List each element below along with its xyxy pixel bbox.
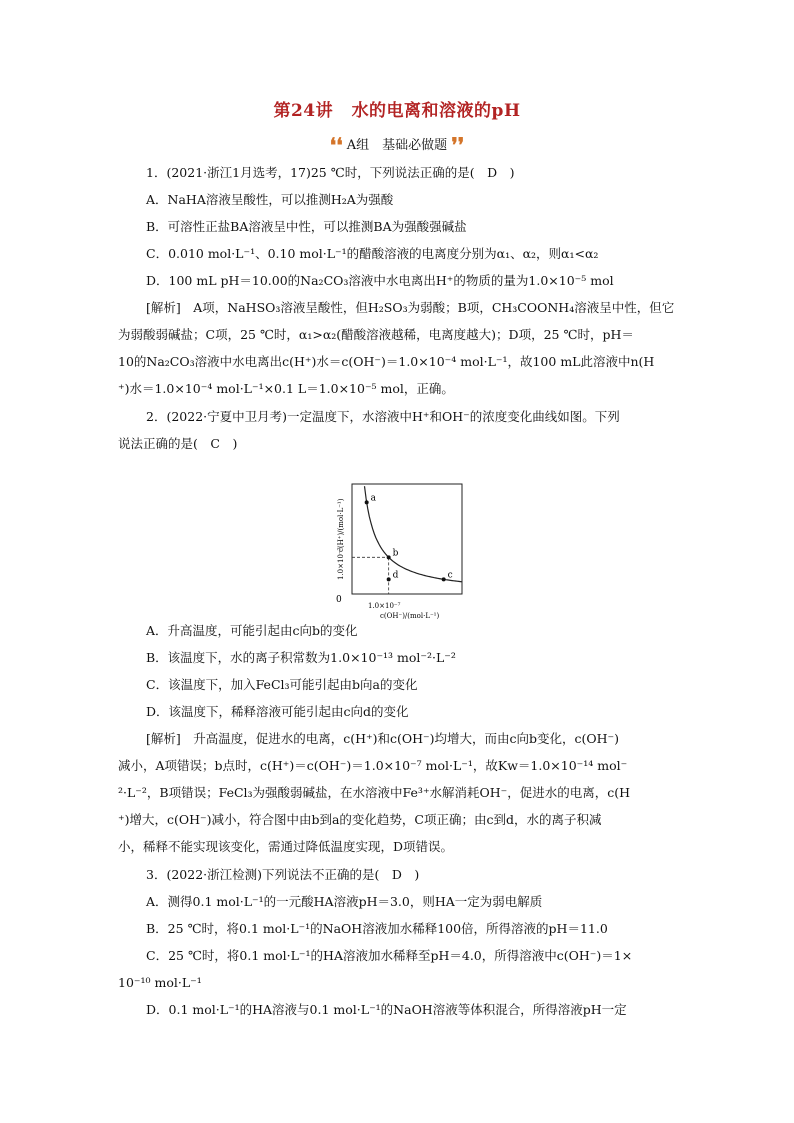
q2-analysis-line: 减小，A项错误；b点时，c(H⁺)＝c(OH⁻)＝1.0×10⁻⁷ mol·L⁻¹，故Kw＝1.0×10⁻¹⁴ mol⁻: [118, 758, 628, 773]
q2-analysis-line: ²·L⁻²，B项错误；FeCl₃为强酸弱碱盐，在水溶液中Fe³⁺水解消耗OH⁻，促进水的电离，c(H: [118, 785, 631, 800]
point-b: [387, 555, 391, 559]
point-label-d: d: [392, 570, 399, 581]
q1-analysis-line: [解析] A项，NaHSO₃溶液呈酸性，但H₂SO₃为弱酸；B项，CH₃COONH₄溶液呈中性，但它: [146, 300, 675, 315]
q2-option-d: D．该温度下，稀释溶液可能引起由c向d的变化: [146, 704, 409, 719]
q2-stem-cont: 说法正确的是( C ): [118, 436, 238, 451]
y-axis-label: c(H⁺)/(mol·L⁻¹): [337, 498, 345, 552]
figure-marks: [352, 486, 462, 594]
close-quote-icon: ❜❜: [451, 133, 465, 157]
q1-option-b: B．可溶性正盐BA溶液呈中性，可以推测BA为强酸强碱盐: [146, 219, 467, 234]
point-label-a: a: [370, 493, 377, 504]
q2-option-b: B．该温度下，水的离子积常数为1.0×10⁻¹³ mol⁻²·L⁻²: [146, 650, 456, 665]
origin-label: 0: [336, 595, 342, 605]
q2-stem: 2．(2022·宁夏中卫月考)一定温度下，水溶液中H⁺和OH⁻的浓度变化曲线如图。下列: [146, 409, 620, 424]
x-tick-label: 1.0×10⁻⁷: [368, 602, 401, 610]
q3-option-a: A．测得0.1 mol·L⁻¹的一元酸HA溶液pH＝3.0，则HA一定为弱电解质: [146, 894, 543, 909]
plot-frame: [352, 484, 462, 594]
q2-option-a: A．升高温度，可能引起由c向b的变化: [146, 623, 358, 638]
concentration-curve-figure: [330, 452, 480, 622]
point-label-c: c: [447, 570, 453, 581]
q2-analysis-line: [解析] 升高温度，促进水的电离，c(H⁺)和c(OH⁻)均增大，而由c向b变化，c(OH⁻): [146, 731, 620, 746]
q2-analysis-line: ⁺)增大，c(OH⁻)减小，符合图中由b到a的变化趋势，C项正确；由c到d，水的离子积减: [118, 812, 602, 827]
x-axis-label: c(OH⁻)/(mol·L⁻¹): [380, 612, 440, 620]
q3-option-b: B．25 ℃时，将0.1 mol·L⁻¹的NaOH溶液加水稀释100倍，所得溶液的pH＝11.0: [146, 921, 608, 936]
q3-stem: 3．(2022·浙江检测)下列说法不正确的是( D ): [146, 867, 420, 882]
q2-analysis-line: 小，稀释不能实现该变化，需通过降低温度实现，D项错误。: [118, 839, 454, 854]
q3-option-c: C．25 ℃时，将0.1 mol·L⁻¹的HA溶液加水稀释至pH＝4.0，所得溶液中c(OH⁻)＝1×: [146, 948, 633, 963]
q1-stem: 1．(2021·浙江1月选考，17)25 ℃时，下列说法正确的是( D ): [146, 165, 515, 180]
page-title: [0, 96, 794, 121]
q1-option-a: A．NaHA溶液呈酸性，可以推测H₂A为强酸: [146, 192, 394, 207]
point-c: [442, 577, 446, 581]
q3-option-c-cont: 10⁻¹⁰ mol·L⁻¹: [118, 975, 202, 990]
q3-option-d: D．0.1 mol·L⁻¹的HA溶液与0.1 mol·L⁻¹的NaOH溶液等体积混合，所得溶液pH一定: [146, 1002, 627, 1017]
point-a: [365, 500, 369, 504]
q1-option-d: D．100 mL pH＝10.00的Na₂CO₃溶液中水电离出H⁺的物质的量为1.0×10⁻⁵ mol: [146, 273, 614, 288]
q1-analysis-line: 为弱酸弱碱盐；C项，25 ℃时，α₁>α₂(醋酸溶液越稀，电离度越大)；D项，25 ℃时，pH＝: [118, 327, 634, 342]
point-label-b: b: [392, 548, 399, 559]
q1-analysis-line: 10的Na₂CO₃溶液中水电离出c(H⁺)水＝c(OH⁻)＝1.0×10⁻⁴ mol·L⁻¹，故100 mL此溶液中n(H: [118, 354, 655, 369]
q1-option-c: C．0.010 mol·L⁻¹、0.10 mol·L⁻¹的醋酸溶液的电离度分别为α₁、α₂，则α₁<α₂: [146, 246, 599, 261]
y-tick-label: 1.0×10⁻⁷: [337, 547, 345, 580]
group-label: A组 基础必做题: [346, 138, 448, 153]
q2-option-c: C．该温度下，加入FeCl₃可能引起由b向a的变化: [146, 677, 418, 692]
kw-curve: [365, 486, 463, 582]
open-quote-icon: ❛❛: [329, 133, 343, 157]
q1-analysis-line: ⁺)水＝1.0×10⁻⁴ mol·L⁻¹×0.1 L＝1.0×10⁻⁵ mol，正确。: [118, 381, 454, 396]
lesson-number: 第24讲: [273, 101, 334, 121]
point-d: [387, 577, 391, 581]
lesson-topic: 水的电离和溶液的pH: [351, 101, 521, 121]
group-heading: [0, 133, 794, 157]
